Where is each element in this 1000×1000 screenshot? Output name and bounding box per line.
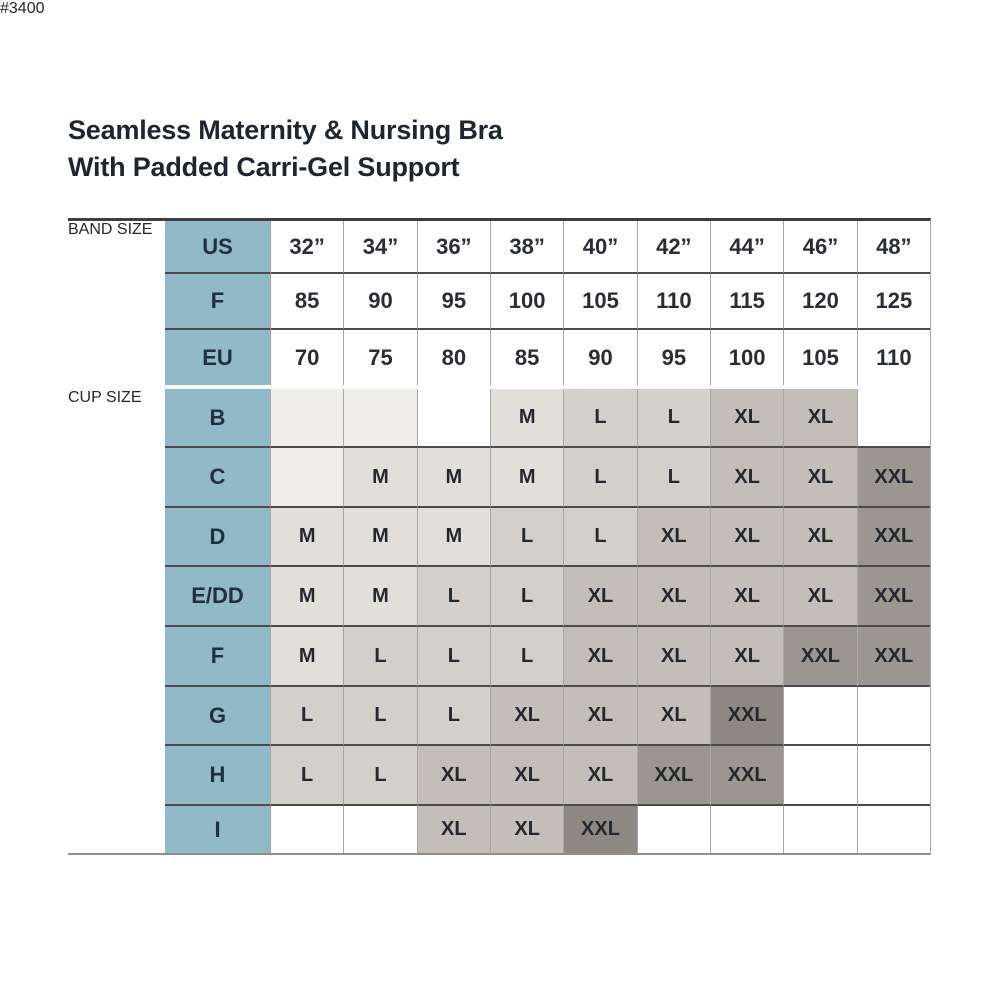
cup-cell: M <box>343 508 416 567</box>
cup-cell <box>857 687 930 746</box>
page-title <box>68 112 503 186</box>
band-cell: 34” <box>343 221 416 274</box>
cup-cell: XL <box>637 567 710 627</box>
band-cell: 38” <box>490 221 563 274</box>
cup-cell: M <box>270 567 343 627</box>
cup-cell: L <box>417 567 490 627</box>
band-cell: 70 <box>270 330 343 385</box>
title-line-1: Seamless Maternity & Nursing Bra <box>68 115 503 145</box>
cup-cell <box>783 806 856 853</box>
cup-cell <box>857 806 930 853</box>
cup-cell: L <box>563 508 636 567</box>
style-number: #3400 <box>0 0 45 17</box>
cup-cell: XL <box>417 746 490 806</box>
band-cell: 125 <box>857 274 930 330</box>
cup-cell: L <box>490 567 563 627</box>
cup-cell <box>270 389 343 448</box>
cup-row-key-H: H <box>165 746 270 806</box>
cup-cell: L <box>343 687 416 746</box>
band-cell: 90 <box>563 330 636 385</box>
band-cell: 120 <box>783 274 856 330</box>
cup-cell: XL <box>563 746 636 806</box>
cup-cell: L <box>270 746 343 806</box>
cup-cell: L <box>490 627 563 687</box>
cup-cell <box>783 746 856 806</box>
cup-cell: XXL <box>783 627 856 687</box>
cup-cell: XL <box>783 567 856 627</box>
cup-cell: XL <box>710 627 783 687</box>
band-cell: 36” <box>417 221 490 274</box>
cup-cell: L <box>563 389 636 448</box>
band-size-label: BAND SIZE <box>68 221 153 238</box>
cup-cell: XL <box>783 389 856 448</box>
cup-cell <box>857 389 930 448</box>
band-row-key-F: F <box>165 274 270 330</box>
cup-row-key-I: I <box>165 806 270 853</box>
cup-cell: L <box>343 746 416 806</box>
band-cell: 32” <box>270 221 343 274</box>
cup-cell: XL <box>563 627 636 687</box>
cup-cell: XL <box>563 687 636 746</box>
band-cell: 95 <box>417 274 490 330</box>
band-cell: 105 <box>783 330 856 385</box>
cup-row-key-B: B <box>165 389 270 448</box>
cup-cell <box>417 389 490 448</box>
cup-cell: M <box>343 448 416 508</box>
cup-cell: XL <box>490 806 563 853</box>
cup-cell: XXL <box>637 746 710 806</box>
cup-cell: XL <box>637 687 710 746</box>
cup-cell: XXL <box>857 627 930 687</box>
band-cell: 115 <box>710 274 783 330</box>
band-cell: 105 <box>563 274 636 330</box>
cup-cell: L <box>563 448 636 508</box>
cup-cell: XL <box>710 567 783 627</box>
cup-row-key-C: C <box>165 448 270 508</box>
band-cell: 44” <box>710 221 783 274</box>
cup-cell: XXL <box>857 448 930 508</box>
cup-cell: L <box>490 508 563 567</box>
cup-cell: XXL <box>857 567 930 627</box>
band-cell: 110 <box>857 330 930 385</box>
cup-cell: XL <box>710 389 783 448</box>
cup-cell <box>343 389 416 448</box>
cup-cell <box>783 687 856 746</box>
cup-cell: L <box>343 627 416 687</box>
cup-cell: XL <box>783 448 856 508</box>
cup-cell: M <box>270 627 343 687</box>
band-cell: 75 <box>343 330 416 385</box>
cup-cell: XL <box>710 508 783 567</box>
cup-cell: XL <box>490 687 563 746</box>
cup-cell <box>343 806 416 853</box>
band-cell: 40” <box>563 221 636 274</box>
cup-cell <box>270 806 343 853</box>
cup-cell: XXL <box>710 687 783 746</box>
cup-cell: L <box>417 627 490 687</box>
cup-cell: L <box>417 687 490 746</box>
cup-cell: M <box>490 448 563 508</box>
cup-size-label: CUP SIZE <box>68 389 142 406</box>
cup-cell: XL <box>637 627 710 687</box>
cup-cell: XXL <box>710 746 783 806</box>
cup-cell: M <box>417 508 490 567</box>
band-cell: 100 <box>490 274 563 330</box>
cup-cell: M <box>490 389 563 448</box>
cup-cell: XL <box>637 508 710 567</box>
cup-cell <box>710 806 783 853</box>
cup-cell <box>857 746 930 806</box>
cup-row-key-G: G <box>165 687 270 746</box>
cup-cell: XL <box>783 508 856 567</box>
cup-cell: XL <box>490 746 563 806</box>
cup-cell: L <box>637 389 710 448</box>
band-cell: 42” <box>637 221 710 274</box>
band-cell: 95 <box>637 330 710 385</box>
cup-row-key-F: F <box>165 627 270 687</box>
cup-cell: XL <box>710 448 783 508</box>
cup-cell: L <box>637 448 710 508</box>
band-cell: 85 <box>270 274 343 330</box>
cup-cell: M <box>270 508 343 567</box>
cup-row-key-D: D <box>165 508 270 567</box>
band-cell: 100 <box>710 330 783 385</box>
cup-cell: XL <box>417 806 490 853</box>
size-table <box>68 218 931 855</box>
cup-cell <box>637 806 710 853</box>
cup-cell: XXL <box>563 806 636 853</box>
band-cell: 110 <box>637 274 710 330</box>
band-cell: 48” <box>857 221 930 274</box>
cup-cell: XXL <box>857 508 930 567</box>
cup-cell: M <box>343 567 416 627</box>
band-cell: 46” <box>783 221 856 274</box>
cup-row-key-E-DD: E/DD <box>165 567 270 627</box>
cup-cell: L <box>270 687 343 746</box>
cup-cell <box>270 448 343 508</box>
band-cell: 85 <box>490 330 563 385</box>
band-row-key-EU: EU <box>165 330 270 385</box>
band-cell: 90 <box>343 274 416 330</box>
band-row-key-US: US <box>165 221 270 274</box>
band-cell: 80 <box>417 330 490 385</box>
title-line-2: With Padded Carri-Gel Support <box>68 152 460 182</box>
cup-cell: M <box>417 448 490 508</box>
cup-cell: XL <box>563 567 636 627</box>
